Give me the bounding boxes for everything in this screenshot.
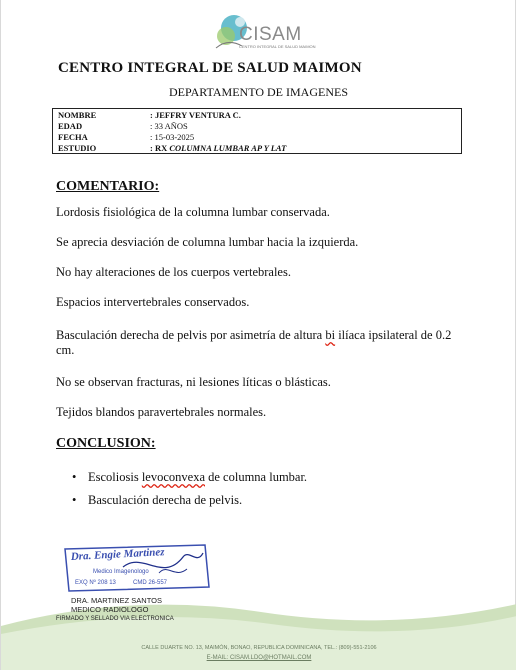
svg-text:Medico Imagenologo: Medico Imagenologo [93,569,149,575]
electronic-signature-note: FIRMADO Y SELLADO VIA ELECTRONICA [56,616,174,622]
doctor-stamp [63,543,213,595]
comentario-paragraph: No hay alteraciones de los cuerpos vertebrales. [56,265,291,279]
item1-b: levoconvexa [141,470,205,484]
item1-a: Escoliosis [88,470,142,484]
edad-label: EDAD [58,121,83,131]
svg-text:CMD 26-557: CMD 26-557 [133,580,168,586]
item2: Basculación derecha de pelvis. [88,493,243,507]
doctor-name-block [71,596,162,614]
comentario-paragraph: Tejidos blandos paravertebrales normales. [56,405,267,419]
nombre-label: NOMBRE [58,110,97,120]
comentario-paragraph: Lordosis fisiológica de la columna lumbar conservada. [56,205,330,219]
estudio-value: COLUMNA LUMBAR AP Y LAT [169,143,287,153]
p5-part-c: ilíaca ipsilateral de 0.2 cm. [56,328,452,357]
comentario-paragraph: Espacios intervertebrales conservados. [56,295,250,309]
edad-value: : 33 AÑOS [150,121,188,131]
comentario-paragraph-basculacion [56,328,456,358]
svg-text:EXQ Nº 208 13: EXQ Nº 208 13 [75,580,116,586]
conclusion-list [56,470,307,516]
estudio-label: ESTUDIO [58,143,97,153]
list-item [56,493,307,516]
p5-part-b: bi [325,328,336,342]
conclusion-title: CONCLUSION: [56,436,156,451]
department-title: DEPARTAMENTO DE IMAGENES [169,85,348,99]
comentario-paragraph: Se aprecia desviación de columna lumbar hacia la izquierda. [56,235,359,249]
bullet-icon: • [72,470,77,484]
center-title: CENTRO INTEGRAL DE SALUD MAIMON [58,60,362,76]
p5-part-a: Basculación derecha de pelvis por asimetría de altura [56,328,326,342]
bullet-icon: • [72,493,77,507]
estudio-prefix: : RX [150,143,170,153]
svg-text:Dra. Engie Martinez: Dra. Engie Martinez [70,546,165,563]
comentario-title: COMENTARIO: [56,179,160,194]
footer-email: E-MAIL: CISAM.LDO@HOTMAIL.COM [206,655,312,661]
fecha-label: FECHA [58,132,88,142]
logo-subtitle: CENTRO INTEGRAL DE SALUD MAIMON [239,44,316,49]
nombre-value: : JEFFRY VENTURA C. [150,110,241,120]
logo-text: CISAM [239,24,302,45]
doctor-name: DRA. MARTINEZ SANTOS [71,596,162,605]
comentario-paragraph: No se observan fracturas, ni lesiones líticas o blásticas. [56,375,331,389]
patient-info-box [52,108,462,154]
estudio-value-wrap [150,143,286,153]
footer-address: CALLE DUARTE NO. 13, MAIMÓN, BONAO, REPUBLICA DOMINICANA, TEL.: (809)-551-2106 [141,645,377,651]
item1-c: de columna lumbar. [205,470,308,484]
doctor-role: MEDICO RADIOLOGO [71,605,149,614]
list-item [56,470,307,493]
fecha-value: : 15-03-2025 [150,132,195,142]
